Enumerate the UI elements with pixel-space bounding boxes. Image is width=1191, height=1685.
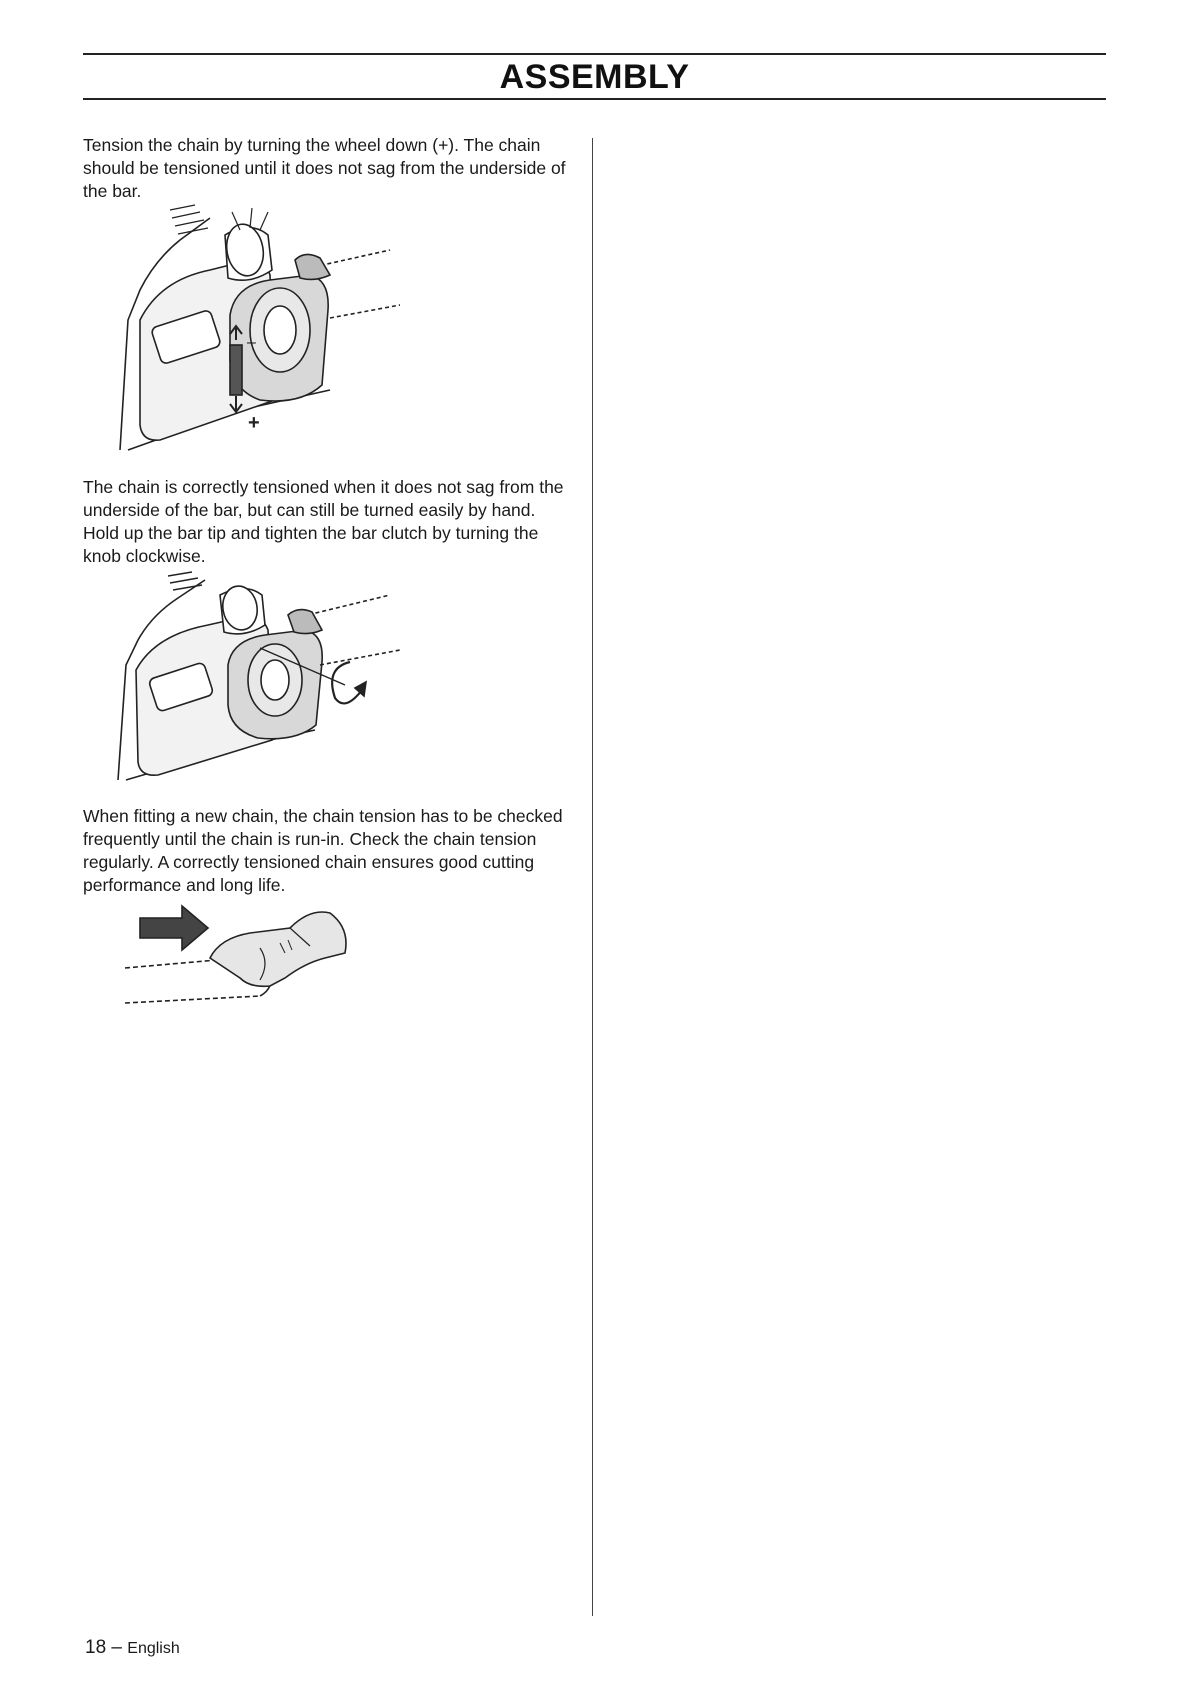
figure-plus-label: + [248, 412, 260, 434]
figure-minus-label: – [247, 334, 256, 351]
paragraph-tension-intro: Tension the chain by turning the wheel down (+). The chain should be tensioned until it does not sag from the underside of the bar. [83, 135, 566, 201]
header-rule-top [83, 53, 1106, 55]
header-rule-bottom [83, 98, 1106, 100]
figure-tighten-knob [100, 570, 400, 795]
page-title: ASSEMBLY [499, 58, 690, 96]
column-divider [592, 138, 593, 1616]
page-number: 18 [85, 1637, 107, 1658]
footer-language: English [127, 1640, 180, 1657]
footer-separator: – [106, 1637, 128, 1658]
page-footer [85, 1637, 180, 1659]
figure-check-chain [110, 888, 370, 1018]
paragraph-new-chain: When fitting a new chain, the chain tension has to be checked frequently until the chain is run-in. Check the chain tension regularly. A correctly tensioned chain ensures good cutting performance and long life. [83, 806, 563, 895]
paragraph-correct-tension: The chain is correctly tensioned when it does not sag from the underside of the bar, but can still be turned easily by hand. Hold up the bar tip and tighten the bar clutch by turning the knob clockwise. [83, 477, 564, 566]
